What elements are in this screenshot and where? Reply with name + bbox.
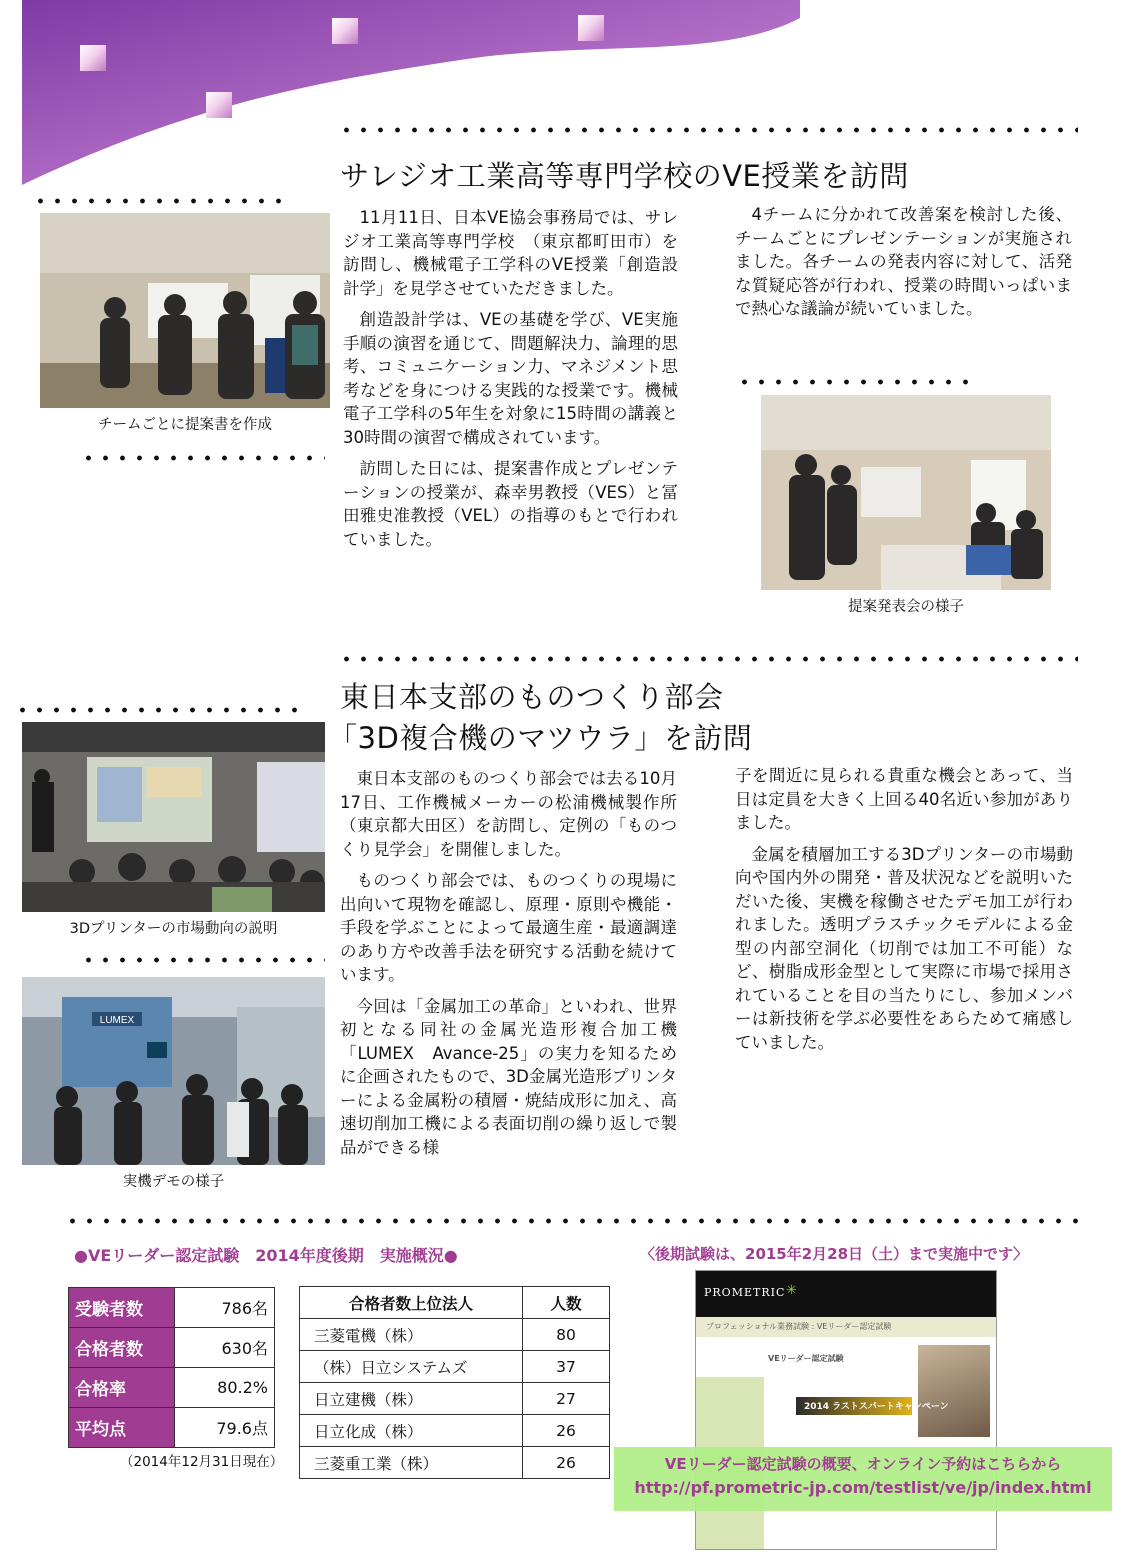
stat-value: 79.6点 — [175, 1408, 275, 1448]
table-row — [300, 1383, 610, 1415]
dotted-rule — [736, 378, 976, 386]
dotted-rule — [32, 197, 290, 205]
logo-star-icon: ✳ — [786, 1283, 797, 1298]
corp-name: 日立建機（株） — [300, 1383, 523, 1415]
table-row — [69, 1408, 275, 1448]
corp-name: （株）日立システムズ — [300, 1351, 523, 1383]
paragraph: 訪問した日には、提案書作成とプレゼンテーションの授業が、森幸男教授（VES）と冨田雅史准教授（VEL）の指導のもとで行われていました。 — [343, 459, 678, 549]
exam-heading: ●VEリーダー認定試験 2014年度後期 実施概況● — [74, 1246, 458, 1265]
article2-title-line2: 「3D複合機のマツウラ」を訪問 — [328, 721, 753, 755]
corp-name: 三菱電機（株） — [300, 1319, 523, 1351]
corp-count: 37 — [523, 1351, 610, 1383]
paragraph: 今回は「金属加工の革命」といわれ、世界初となる同社の金属光造形複合加工機「LUMEX Avance-25」の実力を知るために企画されたもので、3D金属光造形プリンターによる金属粉の積層・焼結成形に加え、高速切削加工機による表面切削の繰り返しで製品ができる様 — [340, 996, 677, 1157]
paragraph: 金属を積層加工する3Dプリンターの市場動向や国内外の開発・普及状況などを説明いただいた後、実機を稼働させたデモ加工が行われました。透明プラスチックモデルによる金型の内部空洞化（切削では加工不可能）など、樹脂成形金型として実際に市場で採用されていることを目の当たりにし、参加メンバーは新技術を学ぶ必要性をあらためて痛感していました。 — [735, 844, 1073, 1052]
decor-square — [80, 45, 106, 71]
dotted-rule — [338, 126, 1078, 134]
site-body — [696, 1337, 996, 1549]
article1-column1 — [343, 206, 678, 559]
site-photo — [918, 1345, 990, 1437]
decor-square — [578, 15, 604, 41]
table-row — [300, 1351, 610, 1383]
dotted-rule — [338, 655, 1078, 663]
table-row — [300, 1415, 610, 1447]
site-section-title: VEリーダー認定試験 — [768, 1354, 844, 1363]
stat-label: 平均点 — [69, 1408, 175, 1448]
photo-presentation — [761, 395, 1051, 590]
online-booking-link[interactable] — [614, 1447, 1112, 1511]
corp-name: 日立化成（株） — [300, 1415, 523, 1447]
paragraph: 11月11日、日本VE協会事務局では、サレジオ工業高等専門学校 （東京都町田市）を訪問し、機械電子工学科のVE授業「創造設計学」を見学させていただきました。 — [343, 208, 678, 298]
article2-title-line1: 東日本支部のものつくり部会 — [340, 680, 724, 714]
paragraph: ものつくり部会では、ものつくりの現場に出向いて現物を確認し、原理・原則や機能・手段を学ぶことによって最適生産・最適調達のあり方や改善手法を研究する活動を続けています。 — [340, 871, 677, 984]
article2-column2 — [735, 764, 1073, 1062]
photo-team-proposal — [40, 213, 330, 408]
paragraph: 東日本支部のものつくり部会では去る10月17日、工作機械メーカーの松浦機械製作所（東京都大田区）を訪問し、定例の「ものつくり見学会」を開催しました。 — [340, 769, 677, 859]
link-url[interactable]: http://pf.prometric-jp.com/testlist/ve/jp/index.html — [634, 1478, 1092, 1497]
link-description: VEリーダー認定試験の概要、オンライン予約はこちらから — [664, 1455, 1062, 1473]
table-row — [69, 1288, 275, 1328]
corp-count: 26 — [523, 1447, 610, 1479]
dotted-rule — [14, 706, 304, 714]
dotted-rule — [64, 1217, 1078, 1225]
photo-market-briefing — [22, 722, 325, 912]
paragraph-continued: 子を間近に見られる貴重な機会とあって、当日は定員を大きく上回る40名近い参加がありました。 — [735, 766, 1073, 832]
prometric-logo: PROMETRIC — [704, 1286, 786, 1299]
site-nav: プロフェッショナル業務試験 : VEリーダー認定試験 — [696, 1317, 996, 1337]
table-row — [300, 1319, 610, 1351]
site-header — [696, 1271, 996, 1317]
stat-label: 受験者数 — [69, 1288, 175, 1328]
article1-title: サレジオ工業高等専門学校のVE授業を訪問 — [340, 159, 909, 193]
decor-square — [206, 92, 232, 118]
stat-value: 786名 — [175, 1288, 275, 1328]
campaign-banner-text: 2014 ラストスパートキャンペーン — [804, 1402, 949, 1412]
campaign-banner — [796, 1397, 949, 1415]
article1-column2 — [735, 203, 1072, 329]
column-header: 合格者数上位法人 — [300, 1287, 523, 1319]
exam-stats-table — [68, 1287, 275, 1448]
dotted-rule — [80, 956, 325, 964]
photo-machine-demo — [22, 977, 325, 1165]
corp-name: 三菱重工業（株） — [300, 1447, 523, 1479]
corp-count: 80 — [523, 1319, 610, 1351]
table-header-row — [300, 1287, 610, 1319]
photo-caption: チームごとに提案書を作成 — [98, 417, 272, 433]
stat-label: 合格者数 — [69, 1328, 175, 1368]
top-corporations-table — [299, 1286, 610, 1479]
table-row — [69, 1368, 275, 1408]
stat-value: 80.2% — [175, 1368, 275, 1408]
exam-notice: 〈後期試験は、2015年2月28日（土）まで実施中です〉 — [640, 1245, 1029, 1263]
photo-caption: 提案発表会の様子 — [848, 599, 964, 615]
decor-square — [332, 18, 358, 44]
machine-label: LUMEX — [99, 1015, 135, 1026]
paragraph: 4チームに分かれて改善案を検討した後、チームごとにプレゼンテーションが実施されました。各チームの発表内容に対して、活発な質疑応答が行われ、授業の時間いっぱいまで熱心な議論が続いていました。 — [735, 205, 1072, 318]
photo-caption: 実機デモの様子 — [122, 1174, 225, 1190]
asof-date: （2014年12月31日現在） — [120, 1454, 284, 1470]
table-row — [300, 1447, 610, 1479]
column-header: 人数 — [523, 1287, 610, 1319]
corp-count: 26 — [523, 1415, 610, 1447]
paragraph: 創造設計学は、VEの基礎を学び、VE実施手順の演習を通じて、問題解決力、論理的思考、コミュニケーション力、マネジメント思考などを身につける実践的な授業です。機械電子工学科の5年生を対象に15時間の講義と30時間の演習で構成されています。 — [343, 310, 678, 447]
table-row — [69, 1328, 275, 1368]
article2-column1 — [340, 767, 677, 1167]
corp-count: 27 — [523, 1383, 610, 1415]
stat-value: 630名 — [175, 1328, 275, 1368]
dotted-rule — [80, 454, 325, 462]
stat-label: 合格率 — [69, 1368, 175, 1408]
photo-caption: 3Dプリンターの市場動向の説明 — [69, 921, 278, 937]
